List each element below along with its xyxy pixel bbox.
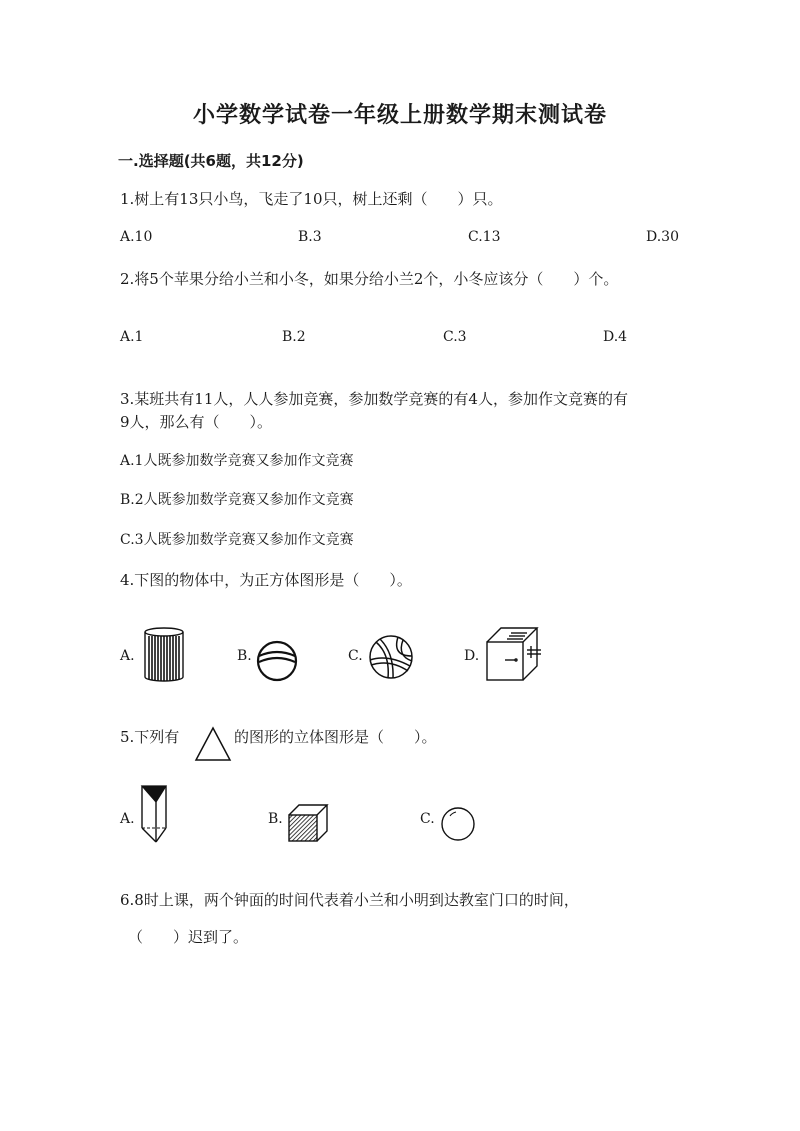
question-3-text-line2: 9人，那么有（ ）。 xyxy=(120,413,273,431)
q2-option-c[interactable]: C.3 xyxy=(443,329,467,345)
cube-icon xyxy=(287,803,331,843)
q3-option-c[interactable]: C.3人既参加数学竞赛又参加作文竞赛 xyxy=(120,532,354,548)
q1-option-a[interactable]: A.10 xyxy=(120,229,153,245)
page-title: 小学数学试卷一年级上册数学期末测试卷 xyxy=(192,102,607,128)
q2-option-a[interactable]: A.1 xyxy=(120,329,144,345)
q1-option-b[interactable]: B.3 xyxy=(298,229,322,245)
sphere-icon xyxy=(440,806,476,842)
q2-option-d[interactable]: D.4 xyxy=(603,329,628,345)
question-6-text-line2: （ ）迟到了。 xyxy=(128,928,249,946)
box-icon xyxy=(485,626,543,682)
q1-option-c[interactable]: C.13 xyxy=(468,229,501,245)
q3-option-a[interactable]: A.1人既参加数学竞赛又参加作文竞赛 xyxy=(120,453,354,469)
q4-option-c[interactable]: C. xyxy=(348,648,363,664)
q5-option-c[interactable]: C. xyxy=(420,811,435,827)
section-heading: 一.选择题(共6题，共12分) xyxy=(118,152,304,170)
q3-option-b[interactable]: B.2人既参加数学竞赛又参加作文竞赛 xyxy=(120,492,354,508)
question-5-text-before: 5.下列有 xyxy=(120,728,180,746)
cylinder-icon xyxy=(143,627,185,683)
question-5-text-after: 的图形的立体图形是（ ）。 xyxy=(234,728,437,746)
question-4-text: 4.下图的物体中，为正方体图形是（ ）。 xyxy=(120,571,412,589)
ball-icon xyxy=(256,638,298,682)
q1-option-d[interactable]: D.30 xyxy=(646,229,679,245)
q4-option-b[interactable]: B. xyxy=(237,648,252,664)
q5-option-a[interactable]: A. xyxy=(120,811,135,827)
q2-option-b[interactable]: B.2 xyxy=(282,329,306,345)
question-6-text-line1: 6.8时上课，两个钟面的时间代表着小兰和小明到达教室门口的时间， xyxy=(120,891,579,909)
volleyball-icon xyxy=(368,634,414,680)
question-1-text: 1.树上有13只小鸟，飞走了10只，树上还剩（ ）只。 xyxy=(120,190,503,208)
q4-option-a[interactable]: A. xyxy=(120,648,135,664)
question-3-text-line1: 3.某班共有11人，人人参加竞赛，参加数学竞赛的有4人，参加作文竞赛的有 xyxy=(120,390,628,408)
question-2-text: 2.将5个苹果分给小兰和小冬，如果分给小兰2个，小冬应该分（ ）个。 xyxy=(120,270,619,288)
q5-option-b[interactable]: B. xyxy=(268,811,283,827)
q4-option-d[interactable]: D. xyxy=(464,648,480,664)
triangular-prism-icon xyxy=(140,784,170,844)
triangle-icon xyxy=(194,726,232,762)
